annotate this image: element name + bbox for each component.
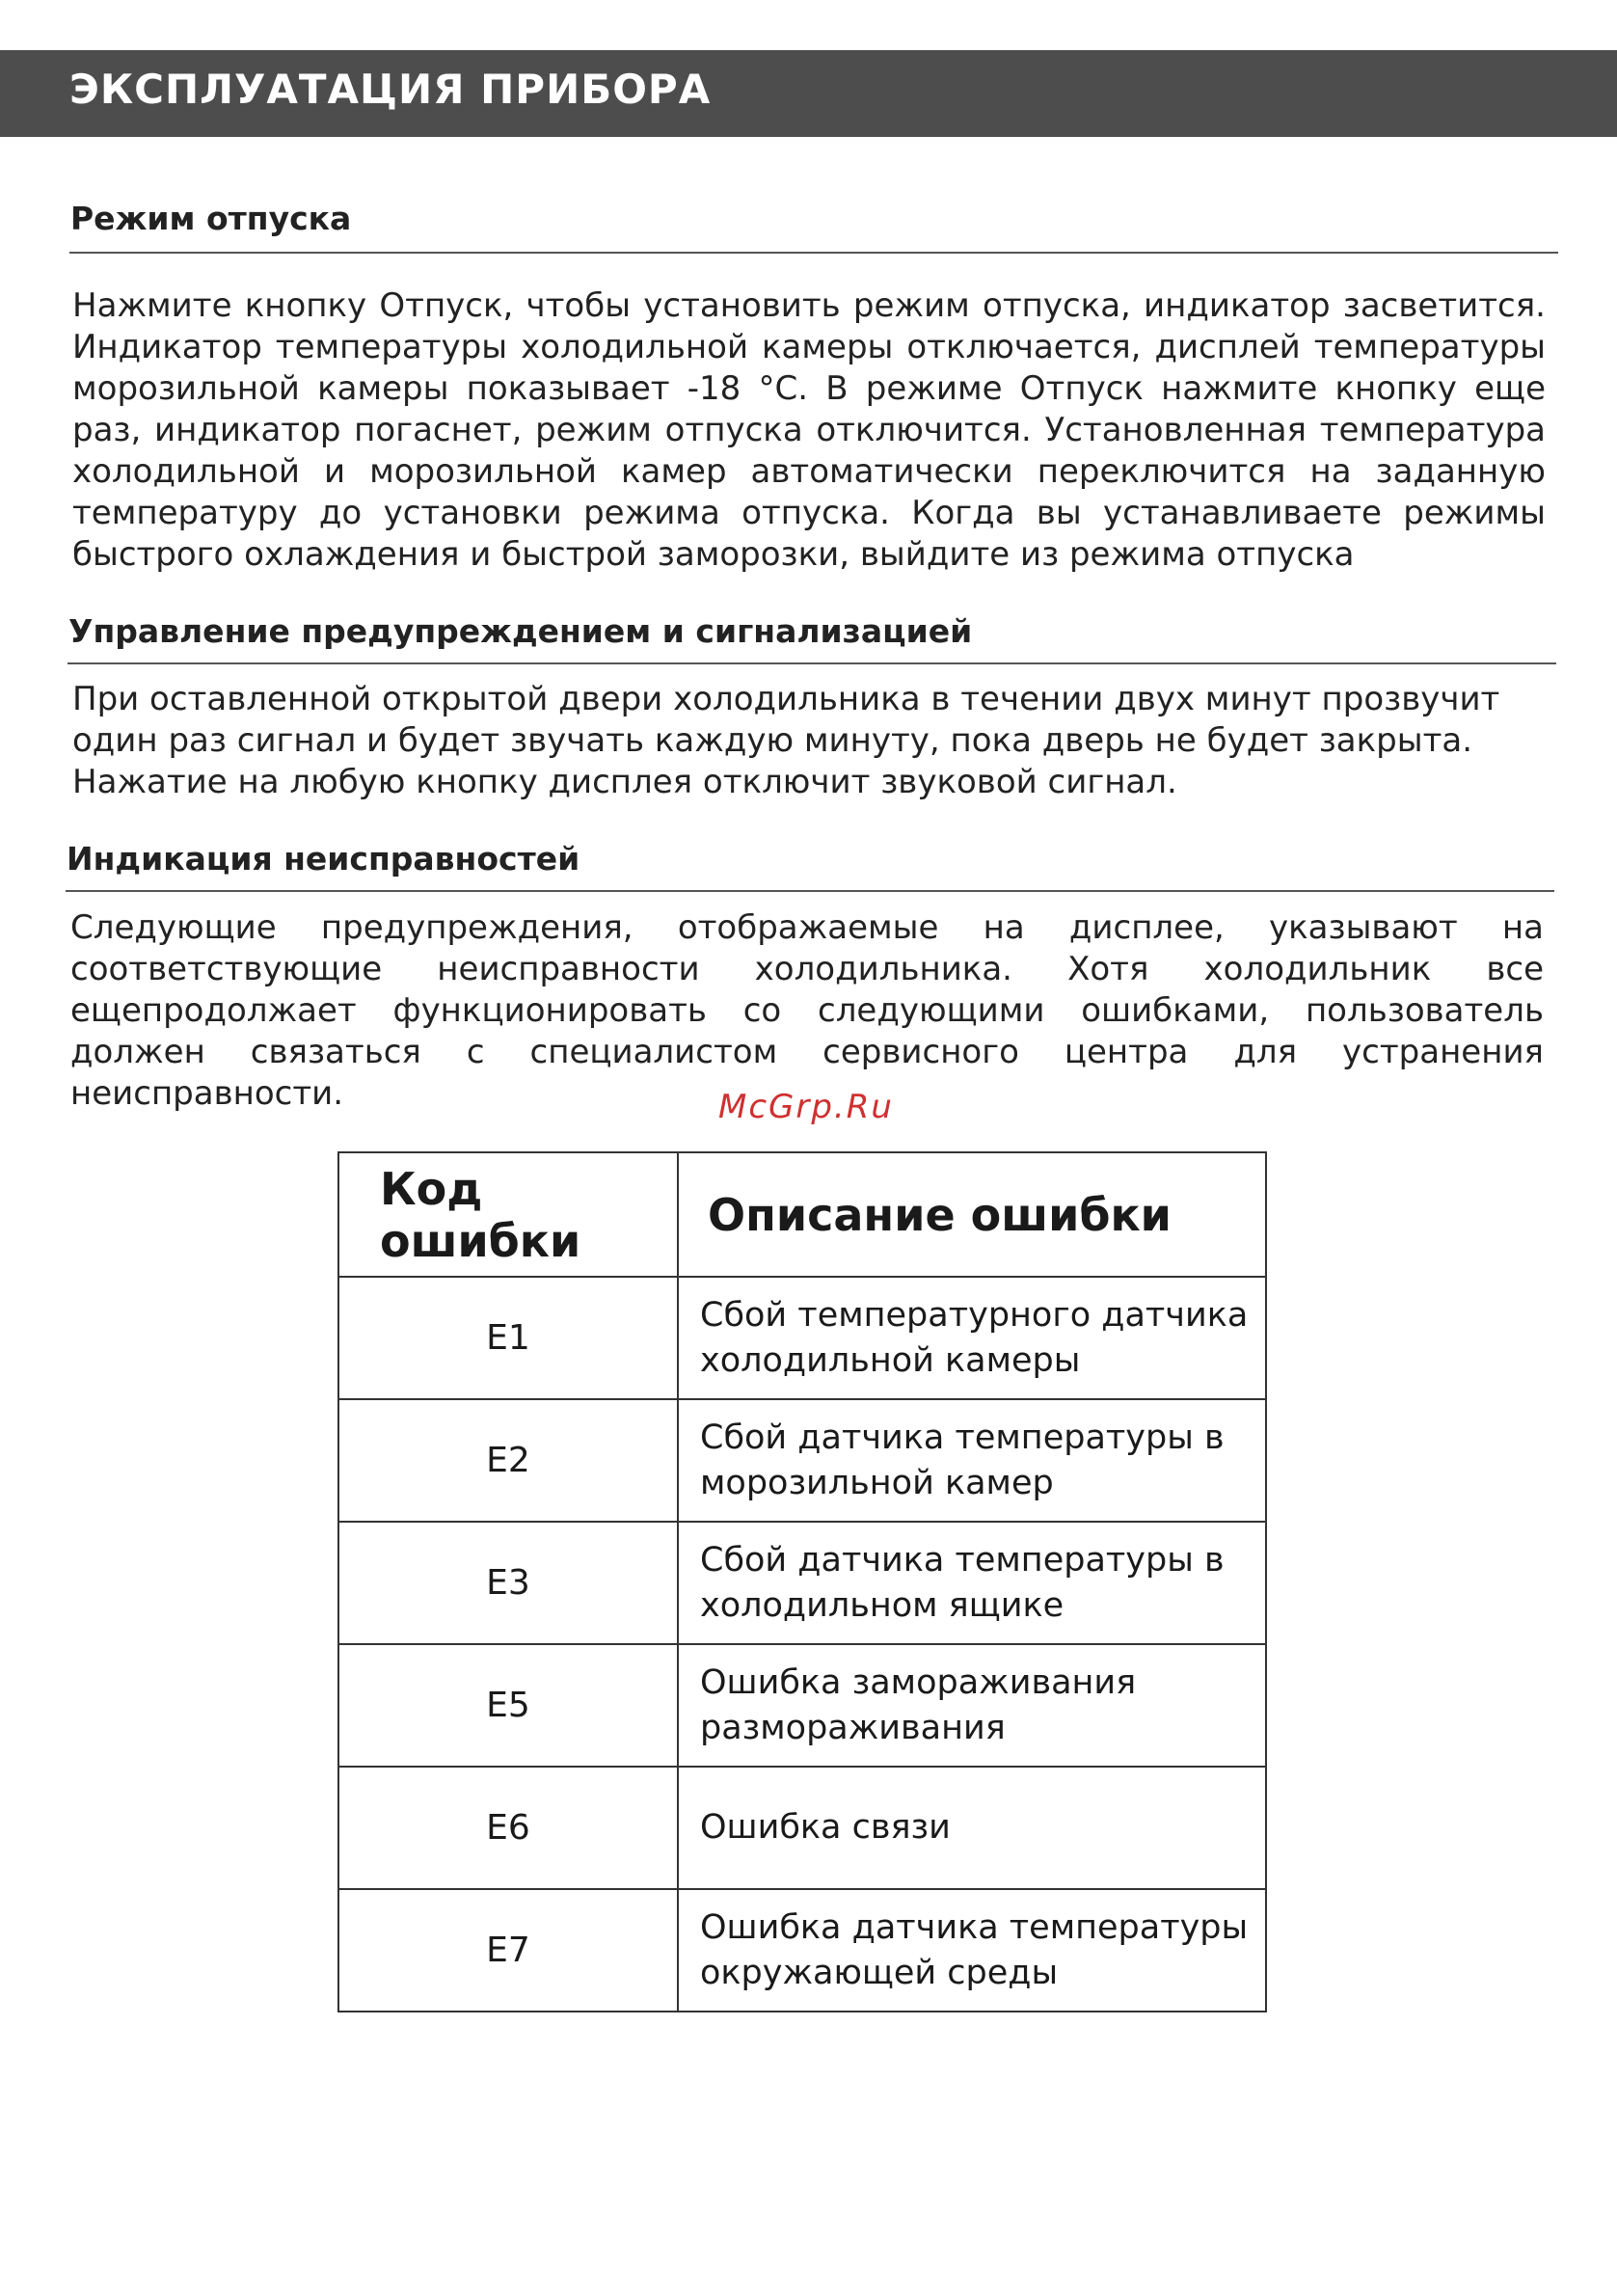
section-title-faults: Индикация неисправностей — [67, 840, 580, 878]
section-divider — [69, 252, 1558, 254]
section-text-faults: Следующие предупреждения, отображаемые на дисплее, указывают на соответствующие неисправности холодильника. Хотя холодильник все ещепродолжает функционировать со следующими ошибками, пользователь должен связаться с специалистом сервисного центра для устранения неисправности. — [70, 908, 1544, 1113]
section-text-vacation: Нажмите кнопку Отпуск, чтобы установить режим отпуска, индикатор засветится. Индикатор температуры холодильной камеры отключается, дисплей температуры морозильной камеры показывает -18 °С. В режиме Отпуск нажмите кнопку еще раз, индикатор погаснет, режим отпуска отключится. Установленная температура холодильной и морозильной камер автоматически переключится на заданную температуру до установки режима отпуска. Когда вы устанавливаете режимы быстрого охлаждения и быстрой заморозки, выйдите из режима отпуска — [72, 286, 1546, 574]
error-description: Ошибка датчика температуры окружающей среды — [678, 1889, 1266, 2012]
error-description: Ошибка замораживания размораживания — [678, 1644, 1266, 1767]
table-header-row — [338, 1152, 1266, 1277]
table-row — [338, 1889, 1266, 2012]
section-text-alarm: При оставленной открытой двери холодильника в течении двух минут прозвучит один раз сигнал и будет звучать каждую минуту, пока дверь не будет закрыта. Нажатие на любую кнопку дисплея отключит звуковой сигнал. — [72, 680, 1500, 801]
error-description: Сбой температурного датчика холодильной камеры — [678, 1277, 1266, 1399]
error-code: E2 — [338, 1399, 678, 1522]
error-code: E3 — [338, 1522, 678, 1644]
error-code: E5 — [338, 1644, 678, 1767]
table-row — [338, 1644, 1266, 1767]
error-code: E7 — [338, 1889, 678, 2012]
table-row — [338, 1767, 1266, 1889]
page-title: ЭКСПЛУАТАЦИЯ ПРИБОРА — [69, 66, 712, 113]
section-title-vacation: Режим отпуска — [70, 200, 352, 237]
table-row — [338, 1522, 1266, 1644]
table-row — [338, 1399, 1266, 1522]
error-code: E6 — [338, 1767, 678, 1889]
error-code: E1 — [338, 1277, 678, 1399]
header-description: Описание ошибки — [678, 1152, 1266, 1277]
section-divider — [66, 890, 1554, 892]
section-divider — [67, 662, 1556, 664]
table-row — [338, 1277, 1266, 1399]
header-code: Код ошибки — [338, 1152, 678, 1277]
error-description: Ошибка связи — [678, 1767, 1266, 1889]
error-description: Сбой датчика температуры в морозильной камер — [678, 1399, 1266, 1522]
error-description: Сбой датчика температуры в холодильном ящике — [678, 1522, 1266, 1644]
watermark: McGrp.Ru — [718, 1088, 894, 1126]
error-codes-table — [337, 1151, 1267, 2012]
section-title-alarm: Управление предупреждением и сигнализацией — [68, 612, 973, 650]
